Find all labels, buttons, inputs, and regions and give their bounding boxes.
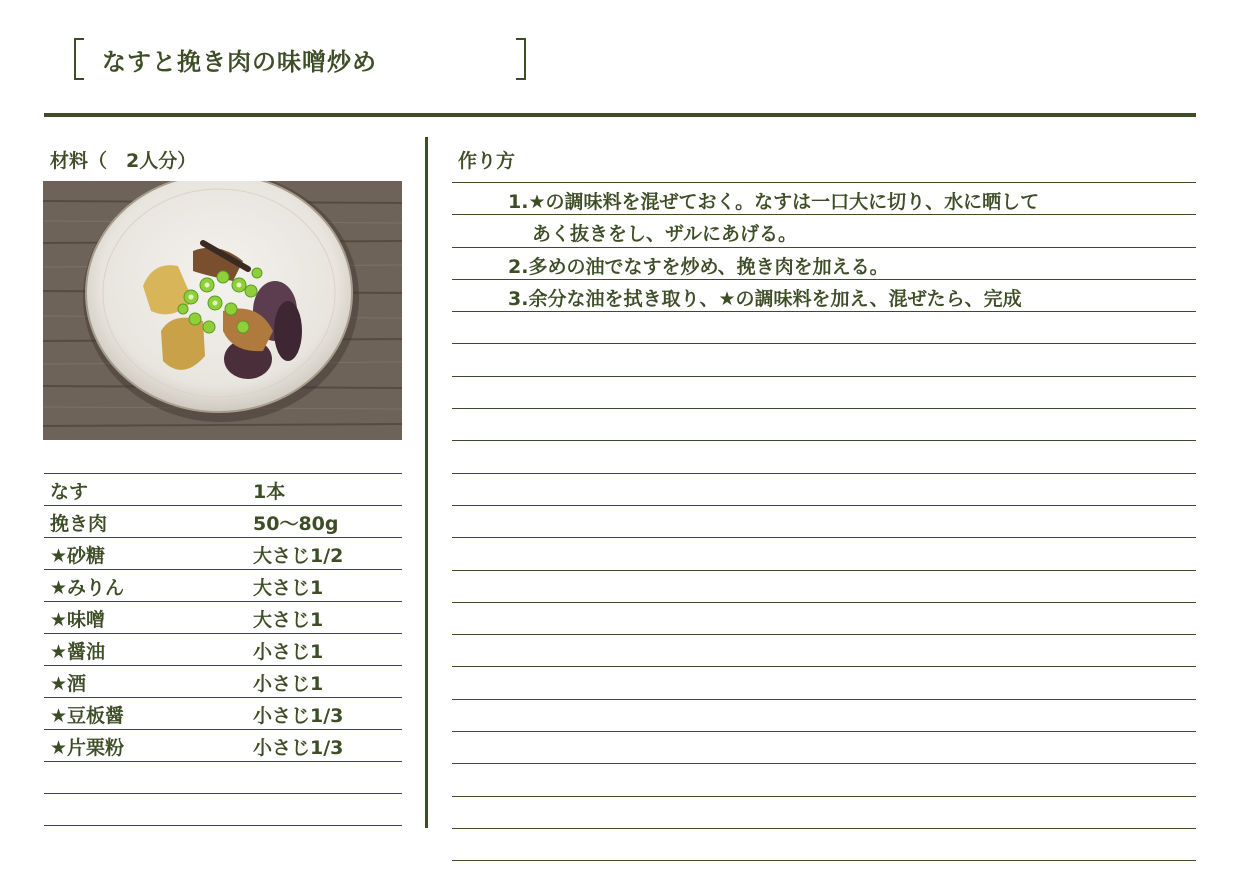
ingredient-amount: 大さじ1/2 [253, 545, 344, 567]
recipe-title: なすと挽き肉の味噌炒め [102, 48, 377, 76]
ingredient-row [44, 729, 402, 761]
ingredient-amount: 1本 [253, 481, 286, 503]
step-line [452, 440, 1196, 472]
step-text: 3.余分な油を拭き取り、★の調味料を加え、混ぜたら、完成 [508, 287, 1022, 310]
step-line [452, 505, 1196, 537]
step-line [452, 699, 1196, 731]
ingredient-name: 挽き肉 [50, 513, 108, 535]
header-rule [44, 113, 1196, 117]
step-text: あく抜きをし、ザルにあげる。 [532, 223, 798, 246]
ingredient-name: ★酒 [50, 673, 87, 695]
title-box [74, 38, 526, 78]
step-line [452, 473, 1196, 505]
ingredient-name: ★みりん [50, 577, 125, 599]
ingredient-row [44, 761, 402, 793]
ingredient-row [44, 601, 402, 633]
step-line [452, 214, 1196, 246]
ingredients-heading: 材料（ 2人分） [50, 150, 197, 172]
title-bracket-right [516, 38, 526, 80]
step-line [452, 376, 1196, 408]
ingredient-amount: 50〜80g [253, 513, 339, 535]
ingredient-amount: 小さじ1 [253, 673, 324, 695]
column-divider [425, 137, 428, 828]
step-line [452, 796, 1196, 828]
step-text: 1.★の調味料を混ぜておく。なすは一口大に切り、水に晒して [508, 191, 1040, 213]
ingredient-row [44, 473, 402, 505]
ingredient-amount: 小さじ1 [253, 641, 324, 663]
step-line [452, 602, 1196, 634]
ingredient-amount: 大さじ1 [253, 609, 324, 631]
steps-heading: 作り方 [458, 150, 516, 172]
ingredient-name: ★豆板醤 [50, 705, 125, 727]
steps-list [452, 182, 1196, 861]
step-line [452, 408, 1196, 440]
step-line [452, 343, 1196, 375]
ingredient-row [44, 505, 402, 537]
ingredient-amount: 小さじ1/3 [253, 705, 344, 727]
ingredient-name: ★醤油 [50, 641, 106, 663]
step-line [452, 634, 1196, 666]
step-line [452, 311, 1196, 343]
step-line [452, 570, 1196, 602]
ingredient-name: ★味噌 [50, 609, 106, 631]
step-line [452, 763, 1196, 795]
ingredient-row [44, 793, 402, 826]
ingredient-name: ★片栗粉 [50, 737, 125, 759]
ingredient-row [44, 665, 402, 697]
ingredient-row [44, 569, 402, 601]
ingredient-row [44, 537, 402, 569]
step-line [452, 731, 1196, 763]
step-line [452, 279, 1196, 311]
ingredient-row [44, 697, 402, 729]
ingredients-list [44, 473, 402, 826]
ingredient-amount: 小さじ1/3 [253, 737, 344, 759]
step-line [452, 247, 1196, 279]
ingredient-row [44, 633, 402, 665]
step-line [452, 828, 1196, 861]
step-line [452, 666, 1196, 698]
ingredient-name: なす [50, 481, 89, 503]
title-bracket-left [74, 38, 84, 80]
step-line [452, 182, 1196, 214]
step-text: 2.多めの油でなすを炒め、挽き肉を加える。 [508, 255, 889, 278]
ingredient-amount: 大さじ1 [253, 577, 324, 599]
dish-photo [43, 181, 402, 440]
ingredient-name: ★砂糖 [50, 545, 106, 567]
step-line [452, 537, 1196, 569]
